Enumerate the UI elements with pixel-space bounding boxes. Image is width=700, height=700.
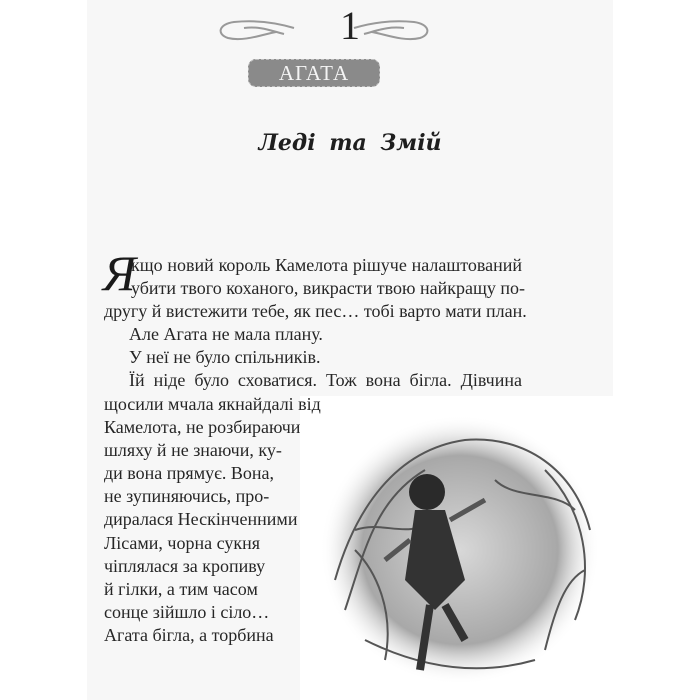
text-line: убити твого коханого, викрасти твою найкращу по- bbox=[131, 278, 525, 298]
running-girl-illustration bbox=[315, 410, 615, 700]
drop-cap: Я bbox=[103, 245, 136, 301]
text-line: не зупиняючись, про- bbox=[104, 486, 270, 506]
text-line: Але Агата не мала плану. bbox=[129, 324, 323, 344]
text-line: У неї не було спільників. bbox=[129, 347, 321, 367]
chapter-number: 1 bbox=[340, 3, 360, 48]
chapter-character-badge: АГАТА bbox=[248, 59, 380, 87]
text-line: сонце зійшло і сіло… bbox=[104, 602, 270, 622]
text-line: шляху й не знаючи, ку- bbox=[104, 440, 282, 460]
text-line: кщо новий король Камелота рішуче налаштований bbox=[131, 255, 522, 275]
text-line: Їй ніде було сховатися. Тож вона бігла. Дівчина bbox=[129, 370, 522, 390]
text-line: Агата бігла, а торбина bbox=[104, 625, 274, 645]
text-line: другу й вистежити тебе, як пес… тобі варто мати план. bbox=[104, 301, 527, 321]
text-line: й гілки, а тим часом bbox=[104, 579, 258, 599]
text-line: Лісами, чорна сукня bbox=[104, 533, 261, 553]
text-line: щосили мчала якнайдалі від bbox=[104, 394, 321, 414]
chapter-title: Леді та Змій bbox=[258, 130, 442, 156]
text-line: Камелота, не розбираючи bbox=[104, 417, 301, 437]
text-line: чіплялася за кропиву bbox=[104, 556, 266, 576]
text-line: диралася Нескінченними bbox=[104, 509, 298, 529]
text-line: ди вона прямує. Вона, bbox=[104, 463, 274, 483]
